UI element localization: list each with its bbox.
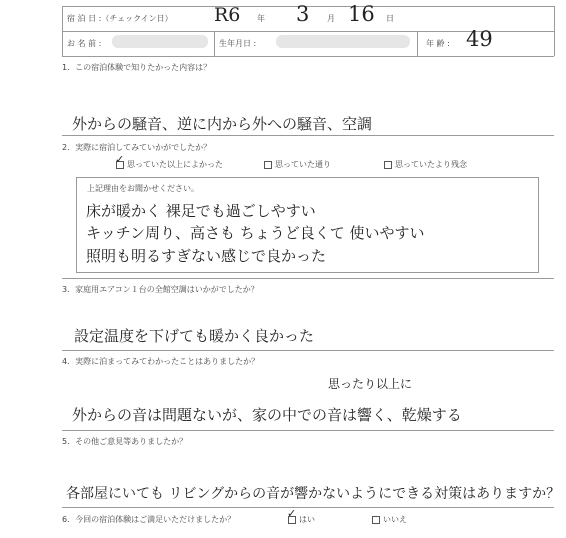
checkbox-worse — [384, 161, 392, 169]
q2-reason-label: 上記理由をお聞かせください。 — [87, 184, 199, 193]
header-right-rule — [554, 6, 555, 56]
q4-question: 4．実際に泊まってみてわかったことはありましたか？ — [62, 357, 260, 366]
q5-question: 5．その他ご意見等ありましたか？ — [62, 437, 188, 446]
stay-month: 3 — [296, 2, 310, 26]
q2-option-worse — [384, 159, 467, 170]
q6-option-no-label: いいえ — [383, 515, 407, 524]
q4-rule — [62, 430, 554, 431]
header-divider-1 — [214, 31, 215, 56]
stay-era: R6 — [214, 4, 241, 26]
q5-answer: 各部屋にいても リビングからの音が響かないようにできる対策はありますか？ — [66, 486, 561, 502]
age-label: 年 齢 : — [426, 39, 450, 48]
q1-question: 1．この宿泊体験で知りたかった内容は？ — [62, 63, 212, 72]
q2-reason-line-1: 床が暖かく 裸足でも過ごしやすい — [86, 202, 316, 220]
q6-question: 6．今回の宿泊体験はご満足いただけましたか？ — [62, 515, 236, 524]
q1-answer: 外からの騒音、逆に内から外への騒音、空調 — [72, 115, 373, 133]
q2-question: 2．実際に宿泊してみていかがでしたか？ — [62, 143, 212, 152]
q4-annotation: 思ったり以上に — [328, 377, 413, 391]
q2-option-better-label: 思っていた以上によかった — [127, 160, 223, 169]
q2-reason-line-2: キッチン周り、高さも ちょうど良くて 使いやすい — [86, 224, 425, 242]
q5-rule — [62, 507, 554, 508]
q3-answer: 設定温度を下げても暖かく良かった — [74, 327, 315, 345]
check-mark-icon: ✓ — [115, 153, 125, 166]
age-value: 49 — [466, 27, 493, 51]
q3-rule — [62, 350, 554, 351]
q2-option-expected — [264, 159, 331, 170]
stay-day: 16 — [348, 2, 375, 26]
q6-option-yes-label: はい — [299, 515, 315, 524]
name-label: お 名 前 : — [67, 39, 102, 48]
month-unit: 月 — [327, 14, 335, 23]
q2-rule — [62, 278, 554, 279]
name-redaction — [112, 35, 208, 48]
q3-question: 3．家庭用エアコン１台の全館空調はいかがでしたか？ — [62, 285, 259, 294]
q1-rule — [62, 135, 554, 136]
check-mark-icon: ✓ — [287, 507, 297, 520]
q4-answer: 外からの音は問題ないが、家の中での音は響く、乾燥する — [72, 406, 462, 424]
stay-date-label: 宿 泊 日 :（チェックイン日） — [67, 14, 173, 23]
checkbox-expected — [264, 161, 272, 169]
q2-option-worse-label: 思っていたより残念 — [395, 160, 467, 169]
day-unit: 日 — [386, 14, 394, 23]
q6-option-no — [372, 514, 407, 525]
header-bottom-rule — [62, 56, 554, 57]
birth-label: 生年月日 : — [219, 39, 257, 48]
q2-reason-line-3: 照明も明るすぎない感じで良かった — [86, 247, 327, 265]
header-divider-2 — [417, 31, 418, 56]
checkbox-no — [372, 516, 380, 524]
year-unit: 年 — [257, 14, 265, 23]
q2-option-expected-label: 思っていた通り — [275, 160, 331, 169]
q2-option-better — [116, 159, 223, 170]
birth-redaction — [276, 35, 410, 48]
